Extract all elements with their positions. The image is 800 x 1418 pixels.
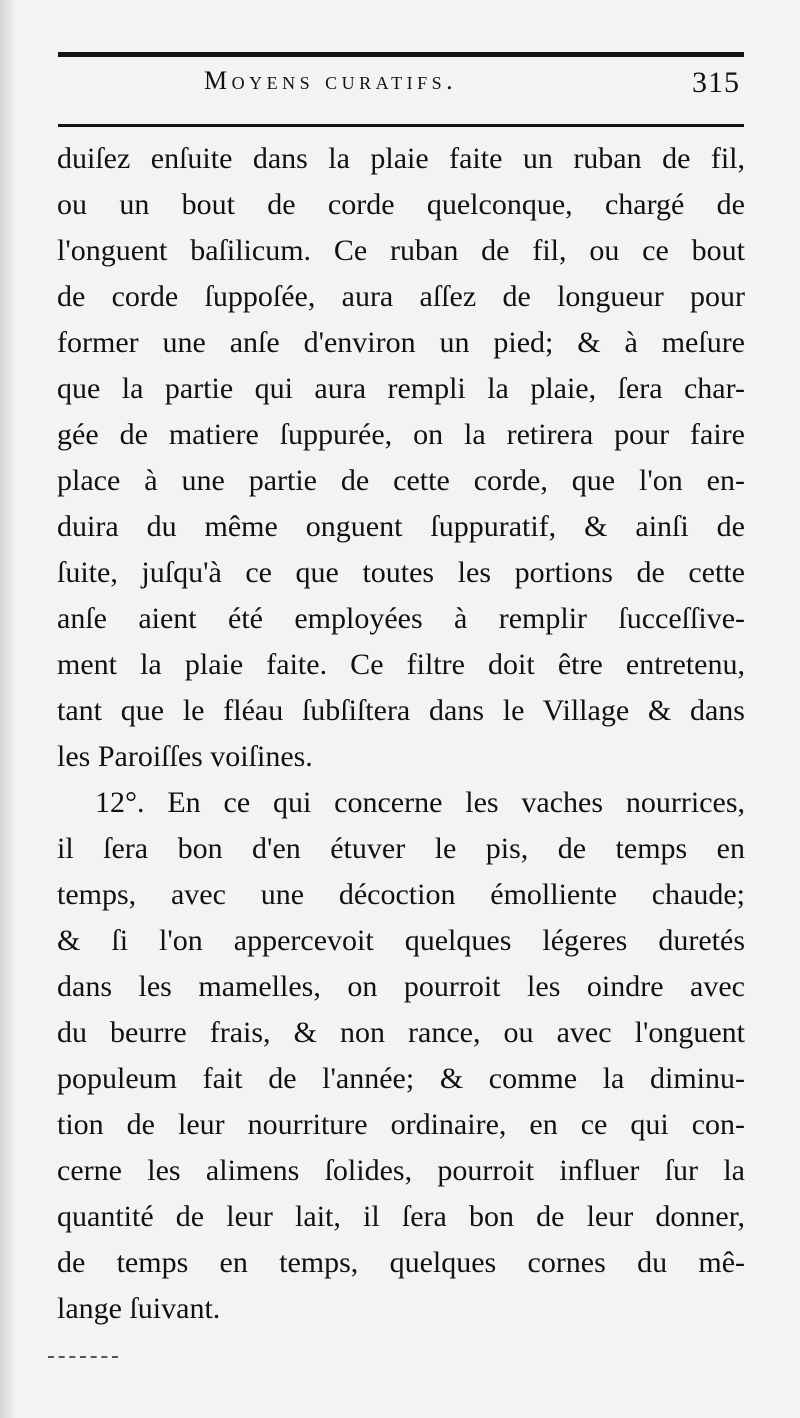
text-line: former une anſe d'environ un pied; & à meſure bbox=[57, 326, 745, 359]
running-head bbox=[58, 66, 744, 110]
text-line: du beurre frais, & non rance, ou avec l'onguent bbox=[57, 1016, 745, 1049]
text-line: quantité de leur lait, il ſera bon de leur donner, bbox=[57, 1200, 745, 1233]
text-line: ſuite, juſqu'à ce que toutes les portions de cette bbox=[57, 556, 745, 589]
text-line: ment la plaie faite. Ce filtre doit être entretenu, bbox=[57, 648, 745, 681]
text-line: tant que le fléau ſubſiſtera dans le Village & dans bbox=[57, 694, 745, 727]
header-top-rule bbox=[58, 52, 744, 57]
text-line: l'onguent baſilicum. Ce ruban de fil, ou ce bout bbox=[57, 234, 745, 267]
text-line-paragraph-end: lange ſuivant. bbox=[57, 1292, 221, 1325]
text-line-paragraph-start: 12°. En ce qui concerne les vaches nourrices, bbox=[95, 786, 745, 819]
body-text bbox=[57, 136, 745, 1332]
text-line: & ſi l'on appercevoit quelques légeres duretés bbox=[57, 924, 745, 957]
text-line: duiſez enſuite dans la plaie faite un ruban de fil, bbox=[57, 142, 745, 175]
text-line: populeum fait de l'année; & comme la diminu- bbox=[57, 1062, 745, 1095]
bottom-margin-mark bbox=[48, 1356, 118, 1358]
text-line: dans les mamelles, on pourroit les oindre avec bbox=[57, 970, 745, 1003]
text-line: cerne les alimens ſolides, pourroit influer ſur la bbox=[57, 1154, 745, 1187]
text-line: temps, avec une décoction émolliente chaude; bbox=[57, 878, 745, 911]
text-line: de temps en temps, quelques cornes du mê- bbox=[57, 1246, 745, 1279]
text-line: anſe aient été employées à remplir ſucceſſive- bbox=[57, 602, 745, 635]
text-line: gée de matiere ſuppurée, on la retirera pour faire bbox=[57, 418, 745, 451]
running-head-title: Moyens curatifs. bbox=[204, 66, 458, 95]
text-line: tion de leur nourriture ordinaire, en ce qui con- bbox=[57, 1108, 745, 1141]
text-line: que la partie qui aura rempli la plaie, ſera char- bbox=[57, 372, 745, 405]
text-line: ou un bout de corde quelconque, chargé de bbox=[57, 188, 745, 221]
header-bottom-rule bbox=[58, 124, 744, 127]
text-line: de corde ſuppoſée, aura aſſez de longueur pour bbox=[57, 280, 745, 313]
text-line: il ſera bon d'en étuver le pis, de temps en bbox=[57, 832, 745, 865]
text-line-paragraph-end: les Paroiſſes voiſines. bbox=[57, 740, 313, 773]
text-line: duira du même onguent ſuppuratif, & ainſi de bbox=[57, 510, 745, 543]
page-number: 315 bbox=[692, 66, 740, 99]
page-gutter-shadow bbox=[0, 0, 16, 1418]
text-line: place à une partie de cette corde, que l'on en- bbox=[57, 464, 745, 497]
